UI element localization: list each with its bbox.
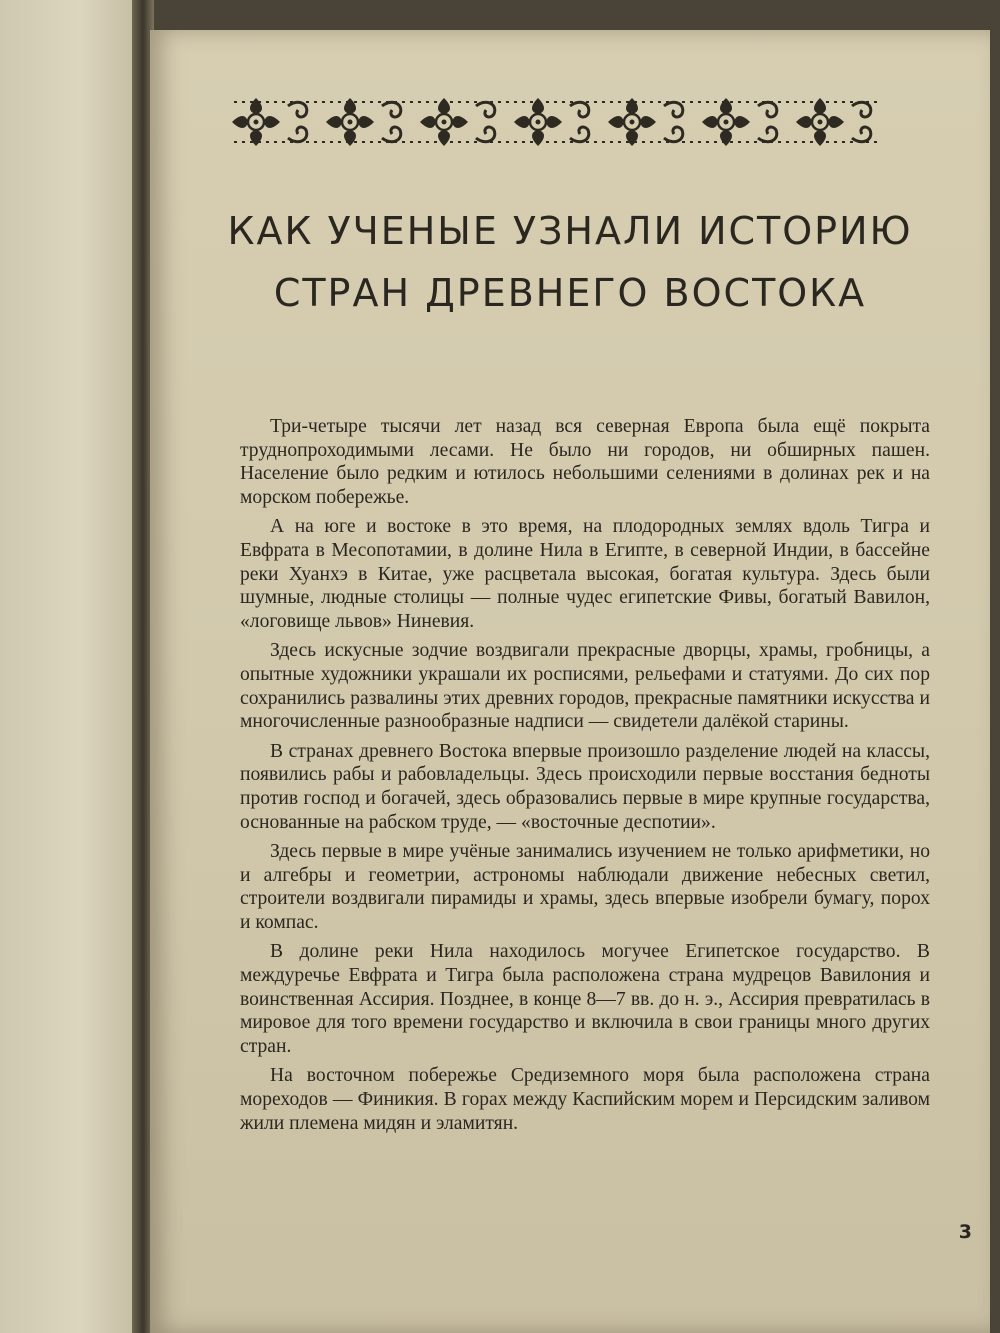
body-text (240, 415, 930, 1141)
paragraph: В странах древнего Востока впервые произошло разделение людей на классы, появились рабы и рабовладельцы. Здесь происходили первые восстания бедноты против господ и богачей, здесь образовались первые в мире крупные государства, основанные на рабском труде, — «восточные деспотии». (240, 740, 930, 833)
chapter-title-line-1: КАК УЧЕНЫЕ УЗНАЛИ ИСТОРИЮ (227, 209, 913, 253)
book-page (150, 30, 990, 1333)
paragraph: А на юге и востоке в это время, на плодородных землях вдоль Тигра и Евфрата в Месопотамии, в долине Нила в Египте, в северной Индии, в бассейне реки Хуанхэ в Китае, уже расцветала высокая, богатая культура. Здесь были шумные, людные столицы — полные чудес египетские Фивы, богатый Вавилон, «логовище львов» Ниневия. (240, 516, 930, 632)
chapter-title (190, 200, 950, 324)
left-page-edge (0, 0, 132, 1333)
paragraph: В долине реки Нила находилось могучее Египетское государство. В междуречье Евфрата и Тигра была расположена страна мудрецов Вавилония и воинственная Ассирия. Позднее, в конце 8—7 вв. до н. э., Ассирия превратилась в мировое для того времени государство и включила в свои границы много других стран. (240, 941, 930, 1057)
paragraph: На восточном побережье Средиземного моря была расположена страна мореходов — Финикия. В горах между Каспийским морем и Персидским заливом жили племена мидян и эламитян. (240, 1065, 930, 1134)
paragraph: Три-четыре тысячи лет назад вся северная Европа была ещё покрыта труднопроходимыми лесами. Не было ни городов, ни обширных пашен. Население было редким и ютилось небольшими селениями в долинах рек и на морском побережье. (240, 416, 930, 508)
paragraph: Здесь искусные зодчие воздвигали прекрасные дворцы, храмы, гробницы, а опытные художники украшали их росписями, рельефами и статуями. До сих пор сохранились развалины этих древних городов, прекрасные памятники искусства и многочисленные разнообразные надписи — свидетели далёкой старины. (240, 640, 930, 733)
paragraph: Здесь первые в мире учёные занимались изучением не только арифметики, но и алгебры и геометрии, астрономы наблюдали движение небесных светил, строители воздвигали пирамиды и храмы, здесь впервые изобрели бумагу, порох и компас. (240, 841, 930, 933)
page-number: 3 (958, 1221, 972, 1243)
floral-border-ornament-icon (226, 92, 890, 152)
chapter-title-line-2: СТРАН ДРЕВНЕГО ВОСТОКА (273, 271, 867, 315)
